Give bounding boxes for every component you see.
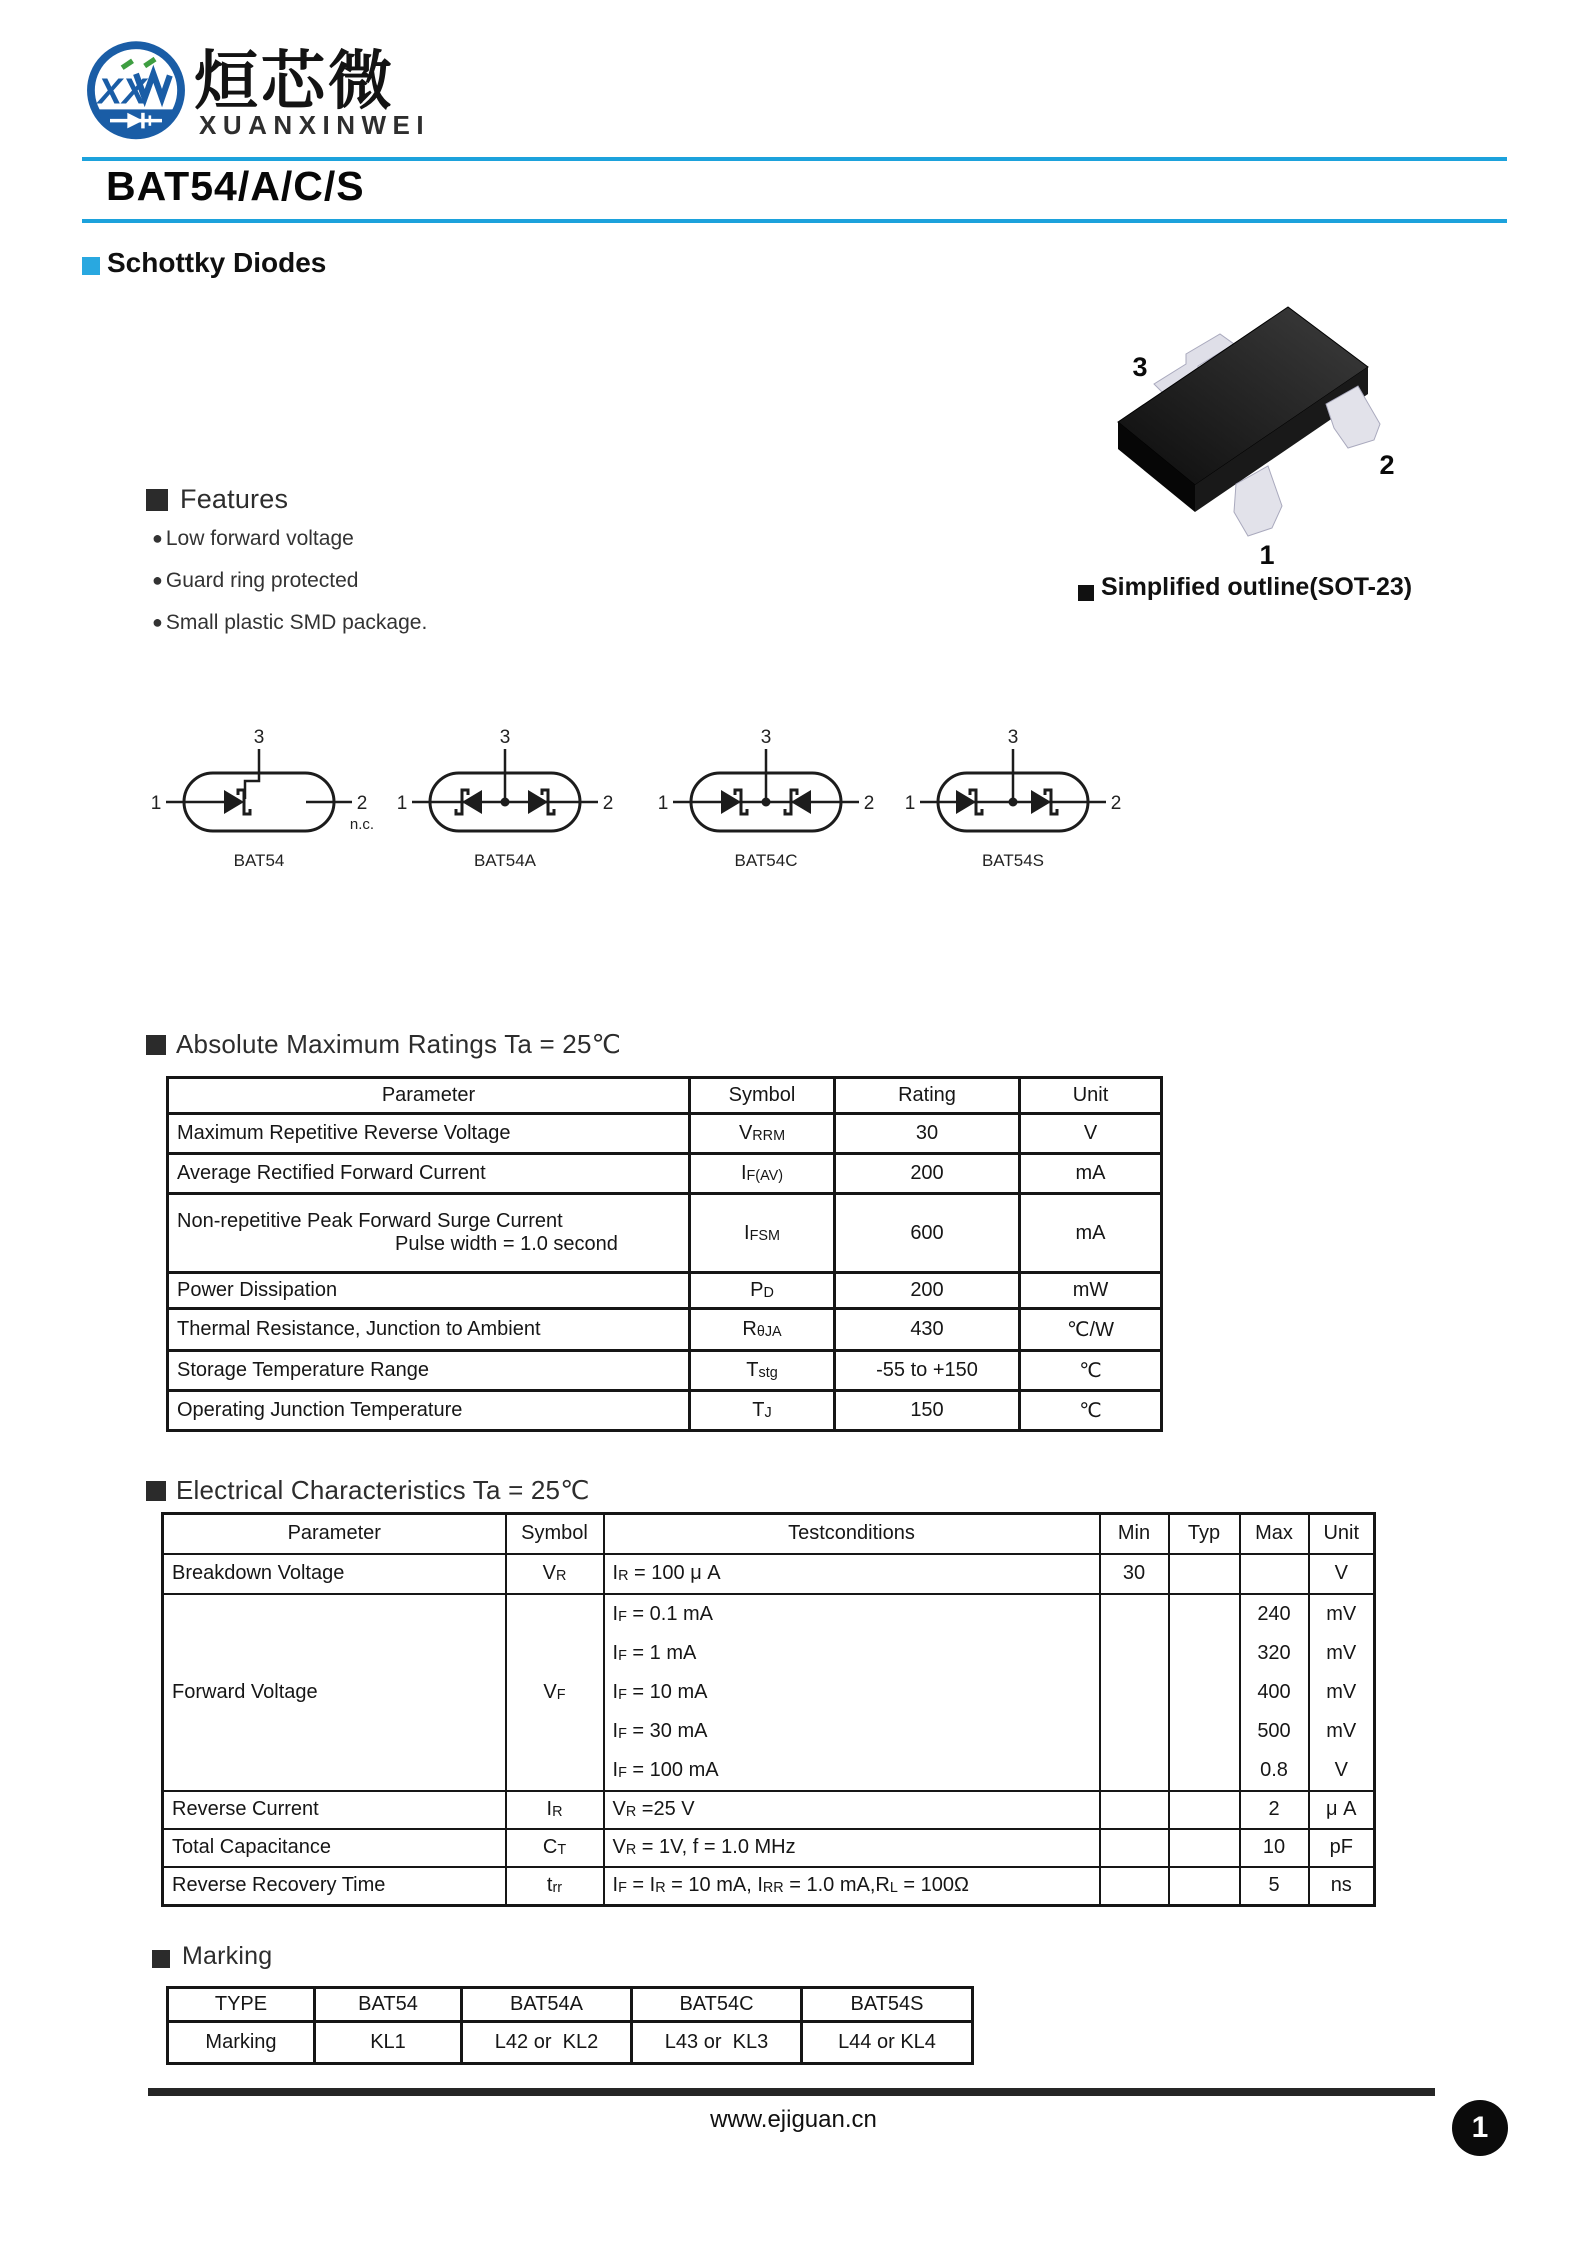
- unit-cell: V: [1309, 1554, 1375, 1594]
- cond-cell: $V_R = 1V$, f = 1.0 MHz: [604, 1829, 1100, 1867]
- table-row-group: [163, 1594, 1375, 1791]
- table-header-row: [168, 1988, 973, 2022]
- table-row: [168, 1351, 1162, 1391]
- max-line: 320: [1257, 1641, 1291, 1664]
- unit-cell: mA: [1020, 1194, 1162, 1273]
- marking-table: [166, 1986, 974, 2065]
- unit-line: V: [1334, 1758, 1348, 1781]
- symbol-cell: $t_{rr}$: [506, 1867, 604, 1906]
- unit-line: mV: [1326, 1602, 1357, 1625]
- subtitle-bullet: [82, 257, 100, 275]
- cond-line: $I_F = 1$ mA: [612, 1641, 697, 1664]
- marking-title: Marking: [182, 1942, 273, 1970]
- param-cell: Average Rectified Forward Current: [168, 1154, 690, 1194]
- features-bullet: [146, 489, 168, 511]
- table-row: [163, 1554, 1375, 1594]
- type-cell: BAT54: [315, 1988, 462, 2022]
- diagram-label: BAT54S: [981, 851, 1045, 870]
- unit-cell: V: [1020, 1114, 1162, 1154]
- unit-line: mV: [1326, 1680, 1357, 1703]
- page-number-badge: [1452, 2100, 1508, 2156]
- rating-cell: 30: [835, 1114, 1020, 1154]
- typ-cell: [1169, 1594, 1240, 1791]
- param-cell: Reverse Recovery Time: [163, 1867, 506, 1906]
- pin1-label: 1: [396, 793, 408, 814]
- diagram-bat54s: [898, 725, 1128, 875]
- table-row: [163, 1867, 1375, 1906]
- diagram-bat54: [144, 725, 374, 875]
- param-cell: Breakdown Voltage: [163, 1554, 506, 1594]
- feature-item: ● Guard ring protected: [152, 569, 358, 593]
- cond-line: $I_F = 30$ mA: [612, 1719, 708, 1742]
- symbol-cell: $P_D$: [690, 1273, 835, 1309]
- elec-title: Electrical Characteristics Ta = 25℃: [176, 1475, 590, 1505]
- column-header: Parameter: [168, 1078, 690, 1114]
- marking-header: Marking: [168, 2022, 315, 2064]
- pin2-label: 2: [356, 793, 368, 814]
- cond-line: $I_F = 100$ mA: [612, 1758, 719, 1781]
- rating-cell: -55 to +150: [835, 1351, 1020, 1391]
- symbol-cell: $I_{F(AV)}$: [690, 1154, 835, 1194]
- cond-cell: $I_F = I_R = 10$ mA, $I_{RR} = 1.0$ $mA,R_L = 100\Omega$: [604, 1867, 1100, 1906]
- column-header: Symbol: [690, 1078, 835, 1114]
- unit-line: mV: [1326, 1719, 1357, 1742]
- pin2-label: 2: [863, 793, 875, 814]
- footer-rule: [148, 2088, 1435, 2096]
- table-row: [163, 1791, 1375, 1829]
- param-cell: Storage Temperature Range: [168, 1351, 690, 1391]
- param-cell: Power Dissipation: [168, 1273, 690, 1309]
- column-header: Typ: [1169, 1514, 1240, 1554]
- param-cell: Forward Voltage: [163, 1594, 506, 1791]
- marking-bullet: [152, 1950, 170, 1968]
- pin2-label: 2: [1110, 793, 1122, 814]
- symbol-cell: $T_J$: [690, 1391, 835, 1431]
- max-cell: 2: [1240, 1791, 1309, 1829]
- elec-bullet: [146, 1481, 166, 1501]
- brand-name-english: XUANXINWEI: [199, 110, 431, 140]
- unit-cell: pF: [1309, 1829, 1375, 1867]
- param-cell: Maximum Repetitive Reverse Voltage: [168, 1114, 690, 1154]
- pin3-label: 3: [253, 727, 265, 748]
- pin1-label: 1: [150, 793, 162, 814]
- column-header: Parameter: [163, 1514, 506, 1554]
- unit-cell: [1309, 1594, 1375, 1791]
- package-pin2-label: 2: [1379, 450, 1395, 480]
- unit-cell: mA: [1020, 1154, 1162, 1194]
- column-header: Unit: [1020, 1078, 1162, 1114]
- diagram-label: BAT54A: [473, 851, 537, 870]
- cond-cell: [604, 1594, 1100, 1791]
- rating-cell: 600: [835, 1194, 1020, 1273]
- symbol-cell: $V_F$: [506, 1594, 604, 1791]
- diagram-label: BAT54: [233, 851, 285, 870]
- logo-letters: XX: [97, 70, 147, 112]
- min-cell: [1100, 1867, 1169, 1906]
- typ-cell: [1169, 1867, 1240, 1906]
- type-cell: BAT54A: [462, 1988, 632, 2022]
- type-cell: BAT54C: [632, 1988, 802, 2022]
- table-row: [168, 1309, 1162, 1351]
- max-line: 400: [1257, 1680, 1291, 1703]
- column-header: Unit: [1309, 1514, 1375, 1554]
- top-rule: [82, 157, 1507, 161]
- cond-line: $I_F = 0.1$ mA: [612, 1602, 714, 1625]
- cond-cell: $V_R =25$ V: [604, 1791, 1100, 1829]
- unit-cell: ℃/W: [1020, 1309, 1162, 1351]
- max-line: 500: [1257, 1719, 1291, 1742]
- type-header: TYPE: [168, 1988, 315, 2022]
- page-subtitle: Schottky Diodes: [107, 247, 327, 278]
- unit-cell: μ A: [1309, 1791, 1375, 1829]
- table-row: [168, 1114, 1162, 1154]
- brand-name-chinese: 烜芯微: [194, 45, 395, 117]
- marking-cell: KL1: [315, 2022, 462, 2064]
- abs-max-table: [166, 1076, 1163, 1432]
- symbol-cell: $R_{\theta JA}$: [690, 1309, 835, 1351]
- param-line1: Non-repetitive Peak Forward Surge Current: [177, 1210, 563, 1232]
- symbol-cell: $T_{stg}$: [690, 1351, 835, 1391]
- pin3-label: 3: [760, 727, 772, 748]
- marking-cell: L42 or KL2: [462, 2022, 632, 2064]
- min-cell: [1100, 1791, 1169, 1829]
- brand-logo-icon: [84, 30, 188, 154]
- table-row: [168, 1273, 1162, 1309]
- feature-item: ● Small plastic SMD package.: [152, 611, 427, 635]
- marking-cell: L44 or KL4: [802, 2022, 973, 2064]
- package-3d-image: [1090, 288, 1410, 588]
- max-line: 240: [1257, 1602, 1291, 1625]
- unit-cell: ns: [1309, 1867, 1375, 1906]
- cond-line: $I_F = 10$ mA: [612, 1680, 708, 1703]
- typ-cell: [1169, 1791, 1240, 1829]
- max-cell: 10: [1240, 1829, 1309, 1867]
- rating-cell: 200: [835, 1273, 1020, 1309]
- type-cell: BAT54S: [802, 1988, 973, 2022]
- table-row: [163, 1829, 1375, 1867]
- table-header-row: [168, 1078, 1162, 1114]
- column-header: Testconditions: [604, 1514, 1100, 1554]
- typ-cell: [1169, 1829, 1240, 1867]
- features-title: Features: [180, 484, 289, 514]
- min-cell: [1100, 1594, 1169, 1791]
- column-header: Min: [1100, 1514, 1169, 1554]
- min-cell: [1100, 1829, 1169, 1867]
- abs-max-title: Absolute Maximum Ratings Ta = 25℃: [176, 1029, 622, 1059]
- column-header: Max: [1240, 1514, 1309, 1554]
- bottom-rule: [82, 219, 1507, 223]
- unit-cell: ℃: [1020, 1391, 1162, 1431]
- feature-item: ● Low forward voltage: [152, 527, 354, 551]
- part-number-title: BAT54/A/C/S: [106, 163, 365, 209]
- unit-cell: ℃: [1020, 1351, 1162, 1391]
- package-pin3-label: 3: [1132, 352, 1148, 382]
- package-caption-bullet: [1078, 585, 1094, 601]
- unit-cell: mW: [1020, 1273, 1162, 1309]
- marking-cell: L43 or KL3: [632, 2022, 802, 2064]
- elec-table: [161, 1512, 1376, 1907]
- max-cell: [1240, 1594, 1309, 1791]
- package-caption: Simplified outline(SOT-23): [1101, 573, 1413, 601]
- table-row: [168, 1391, 1162, 1431]
- abs-max-bullet: [146, 1035, 166, 1055]
- column-header: Symbol: [506, 1514, 604, 1554]
- param-cell: [168, 1194, 690, 1273]
- diagram-label: BAT54C: [734, 851, 798, 870]
- package-pin1-label: 1: [1259, 540, 1275, 570]
- param-cell: Thermal Resistance, Junction to Ambient: [168, 1309, 690, 1351]
- table-row: [168, 1154, 1162, 1194]
- page-number: 1: [1471, 2111, 1489, 2144]
- max-cell: 5: [1240, 1867, 1309, 1906]
- pin1-label: 1: [904, 793, 916, 814]
- table-header-row: [163, 1514, 1375, 1554]
- min-cell: 30: [1100, 1554, 1169, 1594]
- column-header: Rating: [835, 1078, 1020, 1114]
- symbol-cell: $V_{RRM}$: [690, 1114, 835, 1154]
- pin3-label: 3: [1007, 727, 1019, 748]
- pin3-label: 3: [499, 727, 511, 748]
- param-cell: Operating Junction Temperature: [168, 1391, 690, 1431]
- pin1-label: 1: [657, 793, 669, 814]
- table-row: [168, 1194, 1162, 1273]
- diagram-bat54a: [390, 725, 620, 875]
- rating-cell: 430: [835, 1309, 1020, 1351]
- diagram-bat54c: [651, 725, 881, 875]
- max-cell: [1240, 1554, 1309, 1594]
- rating-cell: 200: [835, 1154, 1020, 1194]
- symbol-cell: $I_R$: [506, 1791, 604, 1829]
- nc-label: n.c.: [349, 816, 374, 833]
- param-cell: Reverse Current: [163, 1791, 506, 1829]
- table-row: [168, 2022, 973, 2064]
- param-line2: Pulse width = 1.0 second: [395, 1233, 618, 1255]
- param-cell: Total Capacitance: [163, 1829, 506, 1867]
- symbol-cell: $C_T$: [506, 1829, 604, 1867]
- rating-cell: 150: [835, 1391, 1020, 1431]
- symbol-cell: $I_{FSM}$: [690, 1194, 835, 1273]
- pin2-label: 2: [602, 793, 614, 814]
- typ-cell: [1169, 1554, 1240, 1594]
- website-url: www.ejiguan.cn: [710, 2106, 877, 2133]
- cond-cell: $I_R = 100$ μ A: [604, 1554, 1100, 1594]
- symbol-cell: $V_R$: [506, 1554, 604, 1594]
- unit-line: mV: [1326, 1641, 1357, 1664]
- max-line: 0.8: [1260, 1758, 1288, 1781]
